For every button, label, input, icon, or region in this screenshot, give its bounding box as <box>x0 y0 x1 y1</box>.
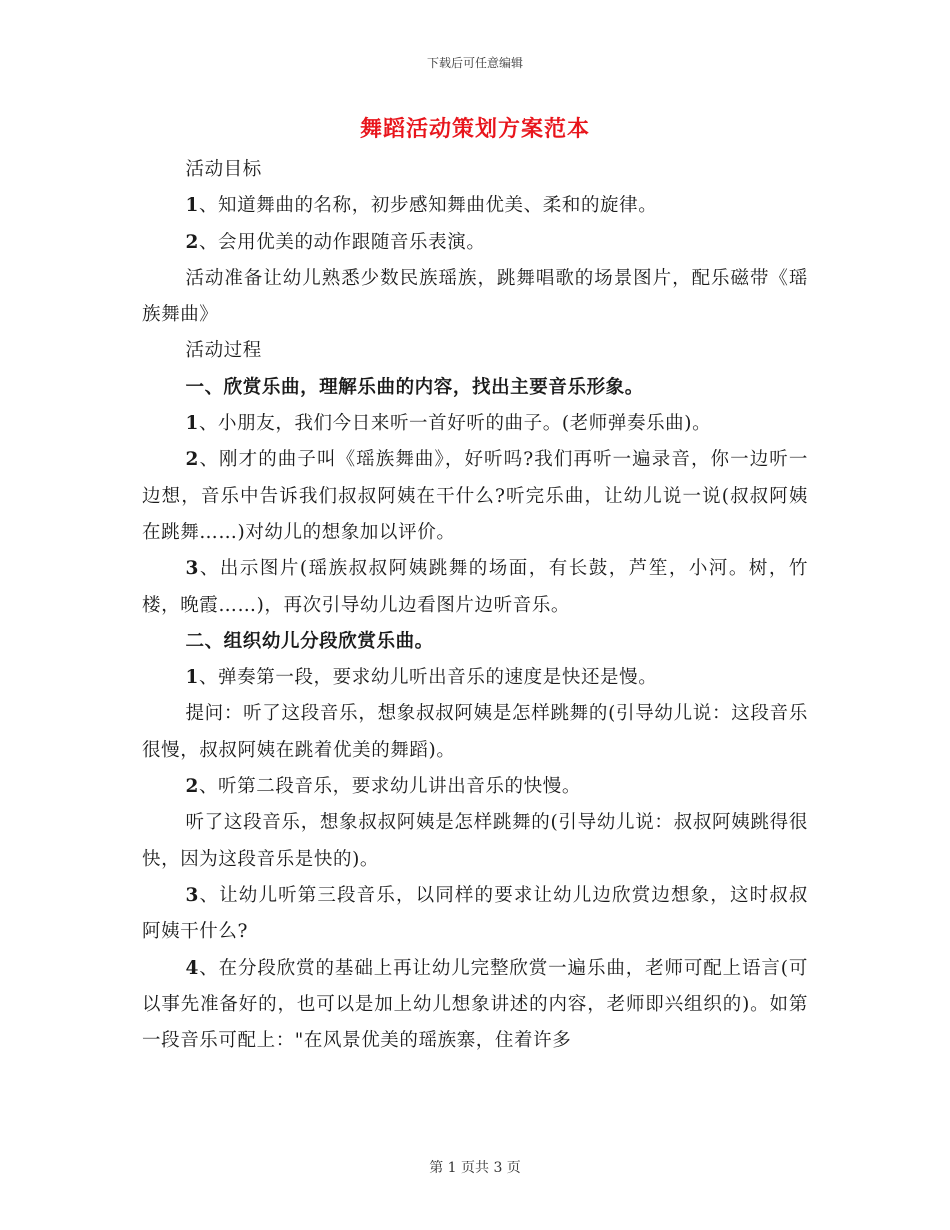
list-number: 2 <box>185 231 199 253</box>
page-header: 下载后可任意编辑 <box>426 56 523 70</box>
paragraph-text: 、会用优美的动作跟随音乐表演。 <box>198 231 486 253</box>
list-number: 1 <box>185 667 199 689</box>
list-number: 3 <box>185 884 199 906</box>
paragraph <box>142 769 808 805</box>
paragraph <box>142 370 808 406</box>
paragraph <box>142 188 808 224</box>
list-number: 1 <box>185 195 199 217</box>
paragraph <box>142 406 808 442</box>
paragraph <box>142 442 808 551</box>
paragraph-text: 活动准备让幼儿熟悉少数民族瑶族，跳舞唱歌的场景图片，配乐磁带《瑶族舞曲》 <box>142 267 808 326</box>
paragraph-text: 、出示图片(瑶族叔叔阿姨跳舞的场面，有长鼓，芦笙，小河。树，竹楼，晚霞……)，再次引导幼儿边看图片边听音乐。 <box>142 558 808 616</box>
paragraph-text: 、在分段欣赏的基础上再让幼儿完整欣赏一遍乐曲，老师可配上语言(可以事先准备好的，也可以是加上幼儿想象讲述的内容，老师即兴组织的)。如第一段音乐可配上："在风景优美的瑶族寨，住着许多 <box>142 957 808 1052</box>
paragraph <box>142 696 808 769</box>
paragraph <box>142 333 808 369</box>
paragraph <box>142 951 808 1060</box>
document-body <box>142 152 808 1059</box>
paragraph <box>142 624 808 660</box>
paragraph-text: 、小朋友，我们今日来听一首好听的曲子。(老师弹奏乐曲)。 <box>198 413 712 435</box>
paragraph-text: 活动目标 <box>185 159 262 180</box>
list-number: 2 <box>185 776 199 798</box>
paragraph-text: 、听第二段音乐，要求幼儿讲出音乐的快慢。 <box>198 776 581 798</box>
paragraph <box>142 261 808 334</box>
paragraph-text: 、知道舞曲的名称，初步感知舞曲优美、柔和的旋律。 <box>198 195 658 217</box>
paragraph <box>142 878 808 951</box>
paragraph <box>142 225 808 261</box>
paragraph-text: 听了这段音乐，想象叔叔阿姨是怎样跳舞的(引导幼儿说：叔叔阿姨跳得很快，因为这段音乐是快的)。 <box>142 812 808 870</box>
paragraph-text: 、让幼儿听第三段音乐，以同样的要求让幼儿边欣赏边想象，这时叔叔阿姨干什么? <box>142 884 808 943</box>
document-title: 舞蹈活动策划方案范本 <box>359 116 590 142</box>
list-number: 1 <box>185 413 199 435</box>
list-number: 4 <box>185 957 199 979</box>
list-number: 3 <box>185 558 199 580</box>
paragraph-text: 二、组织幼儿分段欣赏乐曲。 <box>185 630 434 652</box>
list-number: 2 <box>185 449 199 471</box>
page-footer: 第 1 页共 3 页 <box>429 1160 521 1176</box>
paragraph-text: 提问：听了这段音乐，想象叔叔阿姨是怎样跳舞的(引导幼儿说：这段音乐很慢，叔叔阿姨在跳着优美的舞蹈)。 <box>142 703 808 761</box>
paragraph <box>142 660 808 696</box>
paragraph <box>142 152 808 188</box>
paragraph-text: 、弹奏第一段，要求幼儿听出音乐的速度是快还是慢。 <box>198 667 658 689</box>
paragraph-text: 活动过程 <box>185 340 262 362</box>
paragraph <box>142 551 808 624</box>
paragraph-text: 、刚才的曲子叫《瑶族舞曲》，好听吗?我们再听一遍录音，你一边听一边想，音乐中告诉我们叔叔阿姨在干什么?听完乐曲，让幼儿说一说(叔叔阿姨在跳舞……)对幼儿的想象加以评价。 <box>142 449 808 543</box>
paragraph <box>142 805 808 878</box>
paragraph-text: 一、欣赏乐曲，理解乐曲的内容，找出主要音乐形象。 <box>185 376 644 398</box>
